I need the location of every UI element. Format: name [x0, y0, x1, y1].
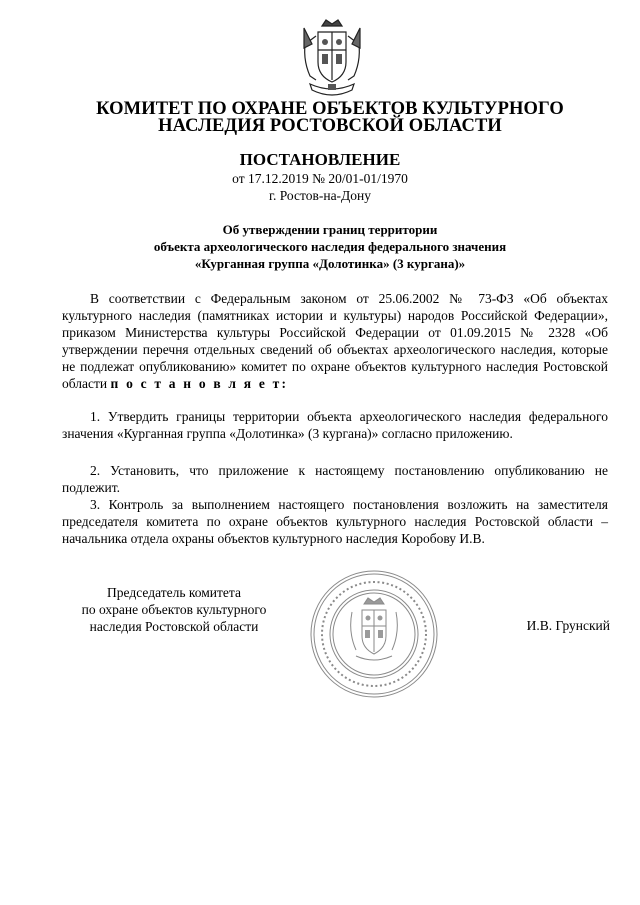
signatory-name: И.В. Грунский	[526, 618, 610, 633]
signatory-position	[55, 584, 293, 635]
subject-line1: Об утверждении границ территории	[222, 222, 438, 237]
organization-name-line1: КОМИТЕТ ПО ОХРАНЕ ОБЪЕКТОВ КУЛЬТУРНОГО	[96, 99, 564, 119]
decree-date-number: от 17.12.2019 № 20/01-01/1970	[232, 171, 408, 186]
document-type-title: ПОСТАНОВЛЕНИЕ	[239, 150, 401, 169]
item-1-paragraph: 1. Утвердить границы территории объекта археологического наследия федерального значения «Курганная группа «Долотинка» (3 кургана)» согласно приложению.	[62, 409, 608, 441]
preamble-text: В соответствии с Федеральным законом от 25.06.2002 № 73-ФЗ «Об объектах культурного наследия (памятниках истории и культуры) народов Российской Федерации», приказом Министерства культуры Российской Федерации от 01.09.2015 № 2328 «Об утверждении перечня отдельных сведений об объектах археологического наследия, которые не подлежат опубликованию» комитет по охране объектов культурного наследия Ростовской области	[62, 291, 608, 391]
organization-name-line2: НАСЛЕДИЯ РОСТОВСКОЙ ОБЛАСТИ	[158, 116, 502, 136]
official-round-seal-icon	[308, 568, 440, 700]
subject-line2: объекта археологического наследия федерального значения	[153, 239, 507, 254]
resolves-keyword: п о с т а н о в л я е т:	[110, 376, 289, 391]
decree-city: г. Ростов-на-Дону	[268, 188, 371, 203]
item-3-paragraph: 3. Контроль за выполнением настоящего постановления возложить на заместителя председателя комитета по охране объектов культурного наследия Ростовской области – начальника отдела охраны объектов культурного наследия Коробову И.В.	[62, 497, 608, 546]
signatory-position-line1: Председатель комитета	[107, 585, 241, 600]
preamble-paragraph	[62, 290, 608, 392]
signatory-position-line2: по охране объектов культурного	[81, 602, 267, 617]
item-2-paragraph: 2. Установить, что приложение к настоящему постановлению опубликованию не подлежит.	[62, 463, 608, 495]
signatory-position-line3: наследия Ростовской области	[89, 619, 259, 634]
subject-line3: «Курганная группа «Долотинка» (3 кургана)»	[194, 256, 466, 271]
rostov-oblast-coat-of-arms-icon	[298, 18, 366, 102]
